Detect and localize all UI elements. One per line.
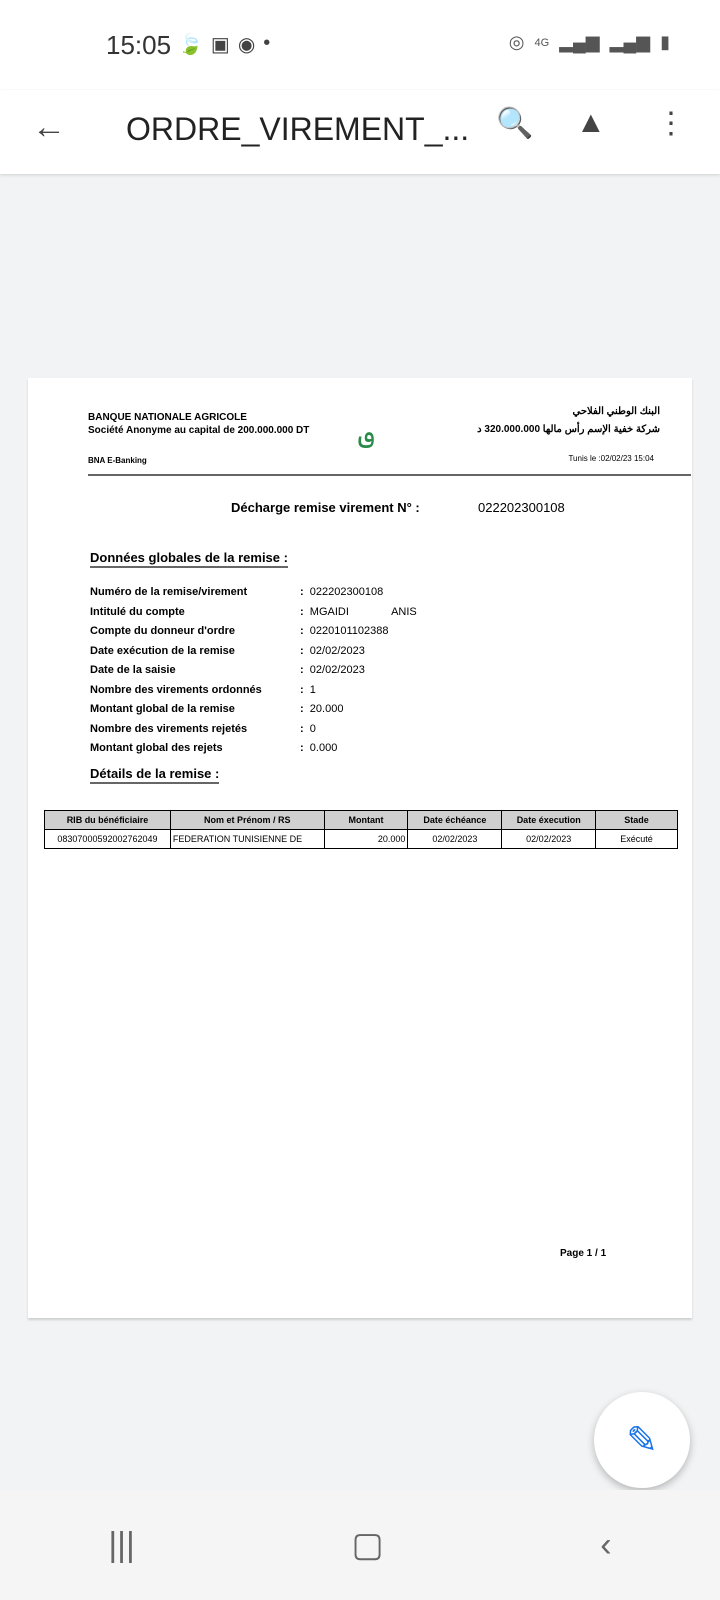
header-divider xyxy=(88,474,691,476)
field-label: Nombre des virements ordonnés xyxy=(90,683,262,696)
heading-label: Décharge remise virement N° : xyxy=(231,500,420,515)
dot-icon: • xyxy=(263,32,271,54)
table-cell: 02/02/2023 xyxy=(408,830,502,849)
battery-icon: ▮ xyxy=(660,32,670,52)
field-label: Montant global des rejets xyxy=(90,742,223,754)
field-value-text: 0 xyxy=(309,722,316,735)
document-title: ORDRE_VIREMENT_... xyxy=(126,111,470,147)
field-value-text: 1 xyxy=(309,683,316,696)
field-value: : 02/02/2023 xyxy=(300,644,365,657)
image-icon: ▣ xyxy=(210,34,230,56)
field-label: Montant global de la remise xyxy=(90,703,235,715)
table-row xyxy=(45,830,678,849)
status-bar xyxy=(0,0,720,90)
heading-value: 022202300108 xyxy=(478,500,565,515)
field-value-text: MGAIDI ANIS xyxy=(309,605,417,618)
edit-button[interactable] xyxy=(594,1392,690,1488)
field-value: : 0.000 xyxy=(300,742,338,754)
page-number: Page 1 / 1 xyxy=(560,1248,607,1259)
field-value-text: 02/02/2023 xyxy=(309,644,365,657)
more-options-icon[interactable]: ⋮ xyxy=(656,107,686,140)
column-header: Date échéance xyxy=(408,811,502,830)
signal-icon-2: ▂▄▆ xyxy=(609,32,651,52)
field-label: Date de la saisie xyxy=(90,664,176,676)
field-value: : 1 xyxy=(300,683,316,696)
table-cell: Exécuté xyxy=(596,830,678,849)
bank-subtitle: Société Anonyme au capital de 200.000.000 DT xyxy=(88,425,310,436)
table-cell: FEDERATION TUNISIENNE DE xyxy=(170,830,324,849)
recent-apps-icon[interactable]: ||| xyxy=(108,1525,135,1564)
section-global: Données globales de la remise : xyxy=(90,550,288,568)
section-details: Détails de la remise : xyxy=(90,766,219,784)
app-bar xyxy=(0,90,720,174)
signal-icon: ▂▄▆ xyxy=(559,32,600,52)
leaf-icon: 🍃 xyxy=(178,34,203,56)
add-to-drive-icon[interactable]: ▲ xyxy=(576,106,606,139)
details-table xyxy=(44,810,678,849)
pencil-icon: ✎ xyxy=(626,1419,658,1462)
system-nav-bar xyxy=(0,1490,720,1600)
home-icon[interactable]: ▢ xyxy=(351,1526,384,1564)
back-nav-icon[interactable]: ‹ xyxy=(600,1525,612,1564)
field-value-text: 20.000 xyxy=(309,703,344,715)
table-cell: 08307000592002762049 xyxy=(45,830,171,849)
column-header: Date éxecution xyxy=(502,811,596,830)
field-value: : 0 xyxy=(300,722,316,735)
bank-name-arabic: البنك الوطني الفلاحي xyxy=(572,406,660,417)
field-value-text: 0220101102388 xyxy=(309,625,389,637)
field-label: Date exécution de la remise xyxy=(90,644,235,657)
column-header: RIB du bénéficiaire xyxy=(45,811,171,830)
field-value: : MGAIDI ANIS xyxy=(300,605,417,618)
field-value-text: 02/02/2023 xyxy=(309,664,365,676)
field-value: : 02/02/2023 xyxy=(300,664,365,676)
bna-logo: ࢼ xyxy=(358,417,375,448)
service-name: BNA E-Banking xyxy=(88,456,147,465)
field-label: Intitulé du compte xyxy=(90,605,185,618)
date-line: Tunis le :02/02/23 15:04 xyxy=(568,454,654,463)
table-cell: 02/02/2023 xyxy=(502,830,596,849)
hotspot-icon: ◎ xyxy=(508,32,525,52)
column-header: Nom et Prénom / RS xyxy=(170,811,324,830)
network-label: 4G xyxy=(534,36,550,49)
field-label: Numéro de la remise/virement xyxy=(90,586,248,598)
pdf-page xyxy=(28,378,692,1318)
bank-subtitle-arabic: شركة خفية الإسم رأس مالها 320.000.000 د xyxy=(477,424,660,435)
messenger-icon: ◉ xyxy=(237,34,256,56)
bank-name: BANQUE NATIONALE AGRICOLE xyxy=(88,412,247,423)
table-cell: 20.000 xyxy=(324,830,408,849)
field-value-text: 022202300108 xyxy=(309,586,384,598)
field-value: : 0220101102388 xyxy=(300,625,389,637)
column-header: Stade xyxy=(596,811,678,830)
field-value: : 022202300108 xyxy=(300,586,384,598)
clock: 15:05 xyxy=(106,30,172,60)
search-document-icon[interactable]: 🔍 xyxy=(496,107,534,140)
back-arrow-icon[interactable]: ← xyxy=(32,108,66,146)
field-value-text: 0.000 xyxy=(309,742,338,754)
field-value: : 20.000 xyxy=(300,703,344,715)
column-header: Montant xyxy=(324,811,408,830)
field-label: Nombre des virements rejetés xyxy=(90,722,248,735)
field-label: Compte du donneur d'ordre xyxy=(90,625,235,637)
